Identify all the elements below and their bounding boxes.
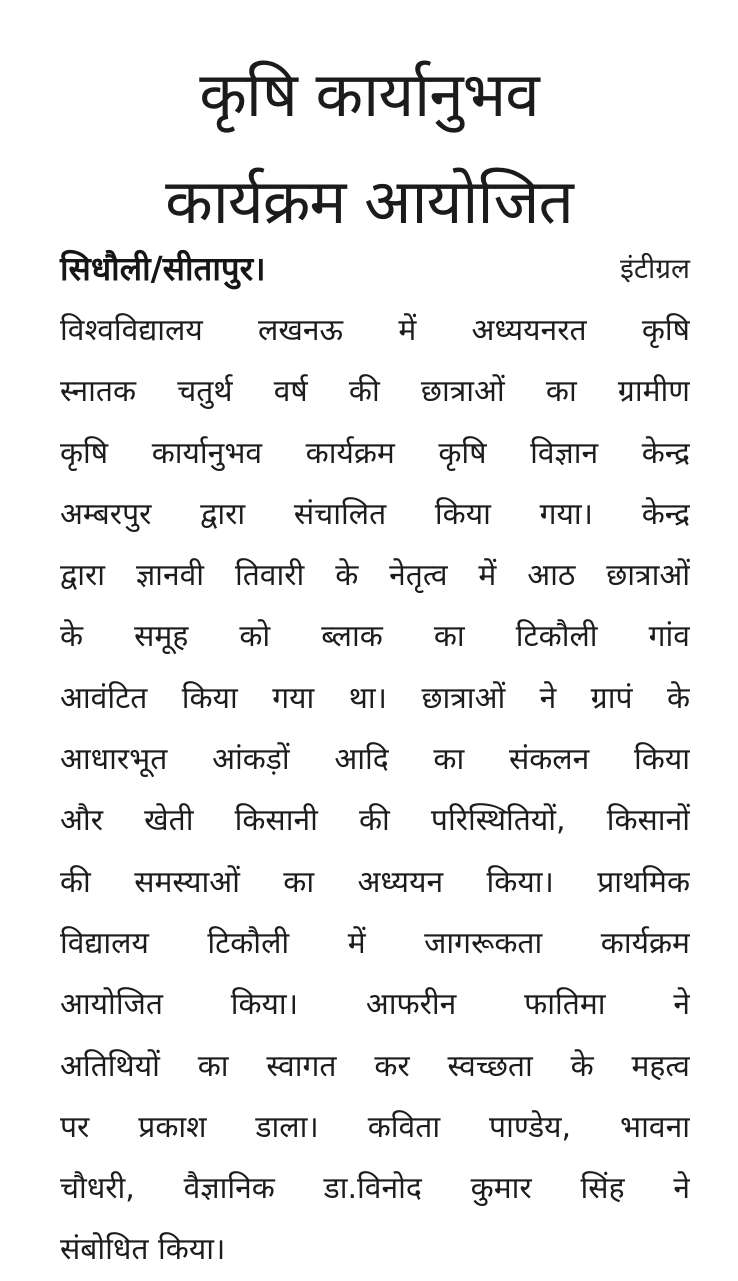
body-line: अतिथियों का स्वागत कर स्वच्छता के महत्व <box>60 1048 690 1084</box>
body-line: की समस्याओं का अध्ययन किया। प्राथमिक <box>60 864 690 900</box>
body-line: आधारभूत आंकड़ों आदि का संकलन किया <box>60 742 690 778</box>
dateline: सिधौली/सीतापुर। <box>60 249 266 288</box>
body-line: पर प्रकाश डाला। कविता पाण्डेय, भावना <box>60 1109 690 1145</box>
body-line: चौधरी, वैज्ञानिक डा.विनोद कुमार सिंह ने <box>60 1171 690 1207</box>
body-line: द्वारा ज्ञानवी तिवारी के नेतृत्व में आठ छात्राओं <box>60 558 690 594</box>
body-line: अम्बरपुर द्वारा संचालित किया गया। केन्द्र <box>60 496 690 532</box>
body-line: आयोजित किया। आफरीन फातिमा ने <box>60 987 690 1023</box>
headline-line-2: कार्यक्रम आयोजित <box>165 165 573 238</box>
body-line: आवंटित किया गया था। छात्राओं ने ग्रापं के <box>60 680 690 716</box>
body-line: विद्यालय टिकौली में जागरूकता कार्यक्रम <box>60 925 690 961</box>
byline-row <box>60 245 690 293</box>
body-line: के समूह को ब्लाक का टिकौली गांव <box>60 619 690 655</box>
body-line: स्नातक चतुर्थ वर्ष की छात्राओं का ग्रामीण <box>60 374 690 410</box>
article-body <box>60 300 690 1281</box>
headline-line-1: कृषि कार्यानुभव <box>199 58 539 131</box>
body-line: संबोधित किया। <box>60 1232 226 1268</box>
news-source: इंटीग्रल <box>620 252 690 285</box>
body-line: विश्वविद्यालय लखनऊ में अध्ययनरत कृषि <box>60 313 690 348</box>
body-line: कृषि कार्यानुभव कार्यक्रम कृषि विज्ञान केन्द्र <box>60 435 690 471</box>
body-line: और खेती किसानी की परिस्थितियों, किसानों <box>60 803 690 839</box>
